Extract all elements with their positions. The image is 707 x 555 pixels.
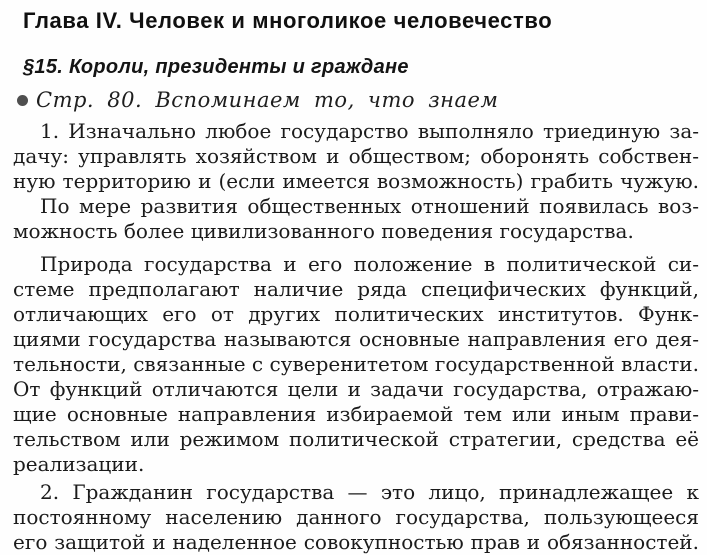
chapter-title: Глава IV. Человек и многоликое человечество xyxy=(23,8,553,33)
text-line: циями государства называются основные направления его дея- xyxy=(13,327,699,351)
text-line: реализации. xyxy=(13,452,145,476)
paragraph xyxy=(13,119,699,194)
text-line: 2. Гражданин государства — это лицо, принадлежащее к xyxy=(40,480,699,504)
text-line: По мере развития общественных отношений появилась воз- xyxy=(40,194,699,218)
text-line: щие основные направления избираемой тем или иным прави- xyxy=(13,402,699,426)
text-line: От функций отличаются цели и задачи государства, отражаю- xyxy=(13,377,699,401)
text-line: постоянному населению данного государства, пользующееся xyxy=(13,505,699,529)
recall-heading: Стр. 80. Вспоминаем то, что знаем xyxy=(36,88,499,112)
paragraph xyxy=(13,480,699,555)
body-text xyxy=(13,119,699,555)
text-line: Природа государства и его положение в политической си- xyxy=(40,252,699,276)
text-line: 1. Изначально любое государство выполняло триединую за- xyxy=(40,119,699,143)
text-line: дачу: управлять хозяйством и обществом; оборонять собствен- xyxy=(13,144,699,168)
paragraph xyxy=(13,252,699,477)
text-line: тельством или режимом политической стратегии, средства её xyxy=(13,427,699,451)
text-line: стеме предполагают наличие ряда специфических функций, xyxy=(13,277,699,301)
section-title: §15. Короли, президенты и граждане xyxy=(23,56,409,78)
text-line: можность более цивилизованного поведения государства. xyxy=(13,219,634,243)
recall-heading-row xyxy=(13,88,699,112)
bullet-icon xyxy=(17,95,28,106)
text-line: отличающих его от других политических институтов. Функ- xyxy=(13,302,699,326)
text-line: ную территорию и (если имеется возможность) грабить чужую. xyxy=(13,169,699,193)
paragraph xyxy=(13,194,699,244)
text-line: тельности, связанные с суверенитетом государственной власти. xyxy=(13,352,699,376)
text-line: его защитой и наделенное совокупностью прав и обязанностей. xyxy=(13,530,699,554)
